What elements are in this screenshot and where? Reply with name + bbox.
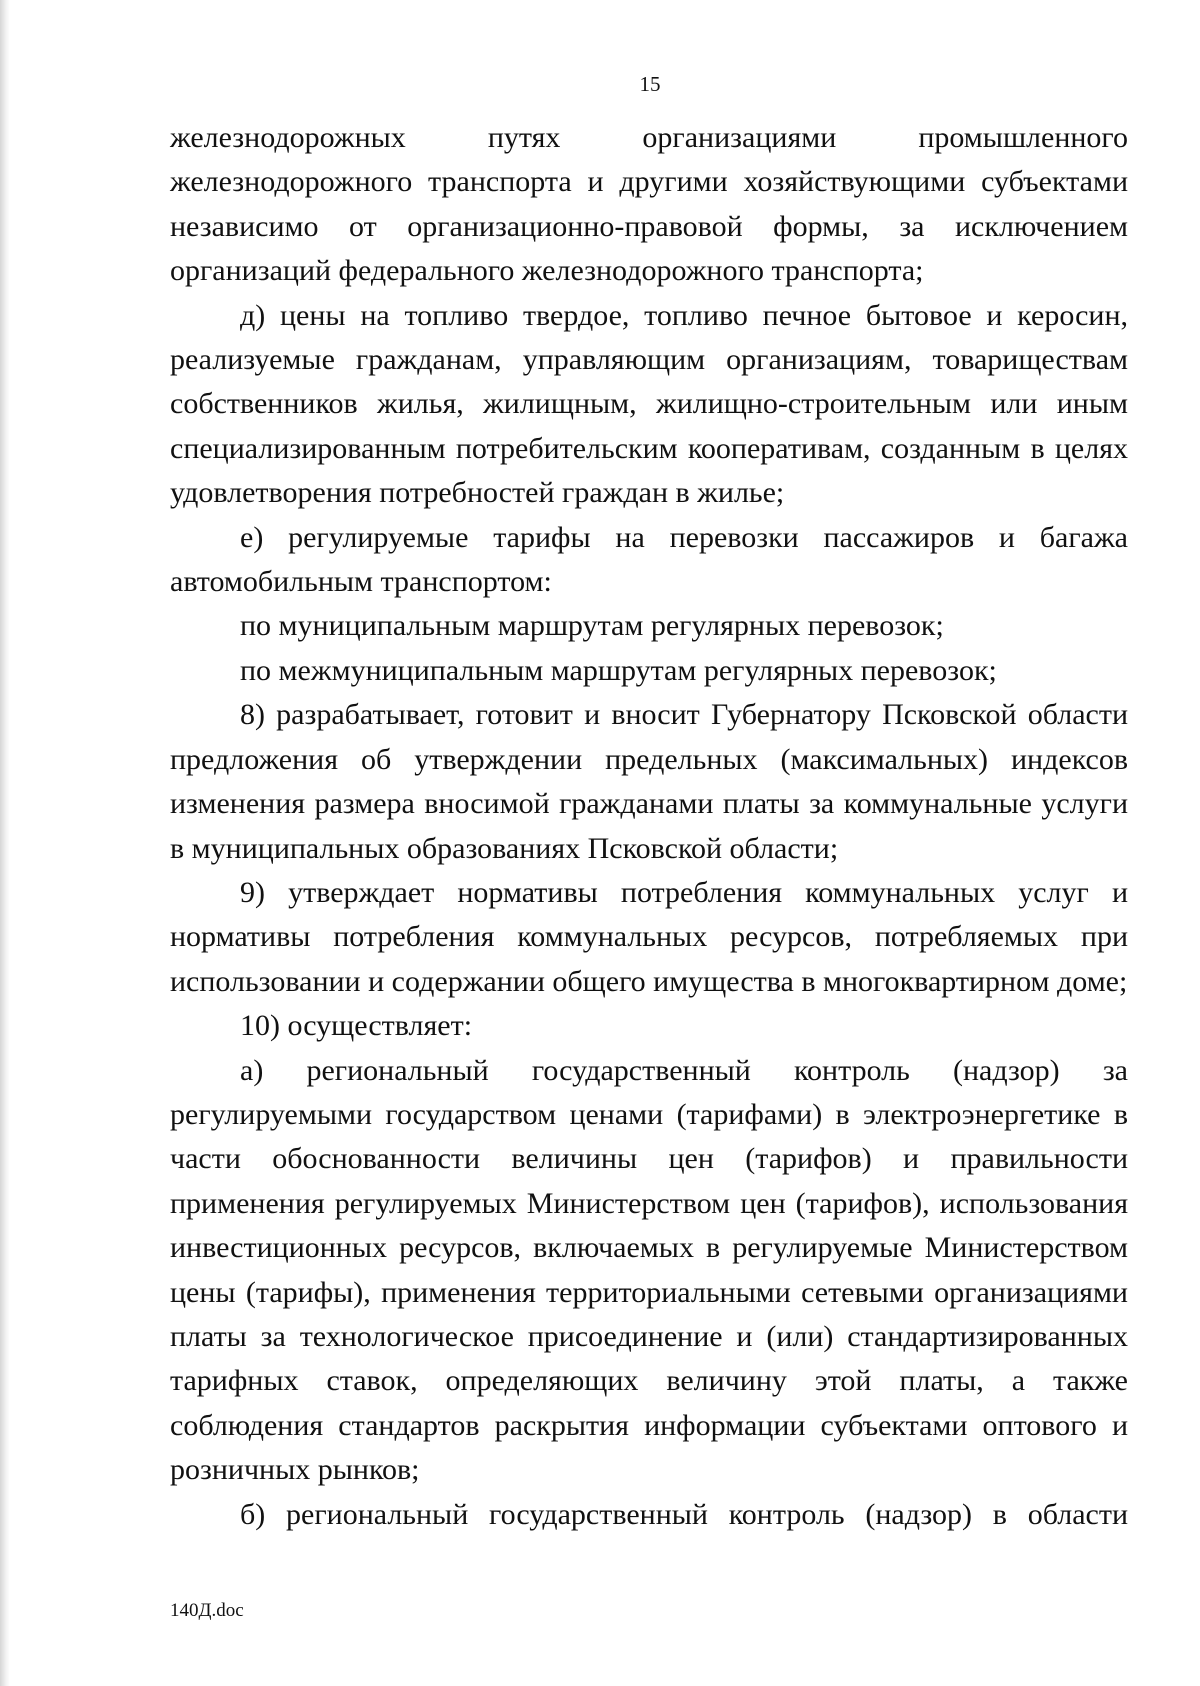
paragraph-item-9: 9) утверждает нормативы потребления коммунальных услуг и нормативы потребления коммунальных ресурсов, потребляемых при использовании и содержании общего имущества в многоквартирном доме; <box>170 875 1128 998</box>
paragraph-item-d: д) цены на топливо твердое, топливо печное бытовое и керосин, реализуемые гражданам, управляющим организациям, товариществам собственников жилья, жилищным, жилищно-строительным или иным специализированным потребительским кооперативам, созданным в целях удовлетворения потребностей граждан в жилье; <box>170 298 1128 510</box>
page-number: 15 <box>639 72 661 96</box>
paragraph-item-10a: а) региональный государственный контроль (надзор) за регулируемыми государством ценами (тарифами) в электроэнергетике в части обоснованности величины цен (тарифов) и правильности применения регулируемых Министерством цен (тарифов), использования инвестиционных ресурсов, включаемых в регулируемые Министерством цены (тарифы), применения территориальными сетевыми организациями платы за технологическое присоединение и (или) стандартизированных тарифных ставок, определяющих величину этой платы, а также соблюдения стандартов раскрытия информации субъектами оптового и розничных рынков; <box>170 1053 1128 1487</box>
paragraph-municipal-routes: по муниципальным маршрутам регулярных перевозок; <box>240 609 944 643</box>
paragraph-item-e: е) регулируемые тарифы на перевозки пассажиров и багажа автомобильным транспортом: <box>170 520 1128 599</box>
paragraph-intermunicipal-routes: по межмуниципальным маршрутам регулярных перевозок; <box>240 653 997 687</box>
paragraph-item-10b: б) региональный государственный контроль (надзор) в области <box>240 1497 1128 1531</box>
footer-filename: 140Д.doc <box>170 1600 244 1621</box>
paragraph-continuation: железнодорожных путях организациями промышленного железнодорожного транспорта и другими хозяйствующими субъектами независимо от организационно-правовой формы, за исключением организаций федерального железнодорожного транспорта; <box>170 121 1128 288</box>
paragraph-item-10: 10) осуществляет: <box>240 1009 473 1043</box>
document-body <box>170 116 1128 1537</box>
paragraph-item-8: 8) разрабатывает, готовит и вносит Губернатору Псковской области предложения об утверждении предельных (максимальных) индексов изменения размера вносимой гражданами платы за коммунальные услуги в муниципальных образованиях Псковской области; <box>170 698 1128 865</box>
scan-edge <box>0 0 10 1686</box>
